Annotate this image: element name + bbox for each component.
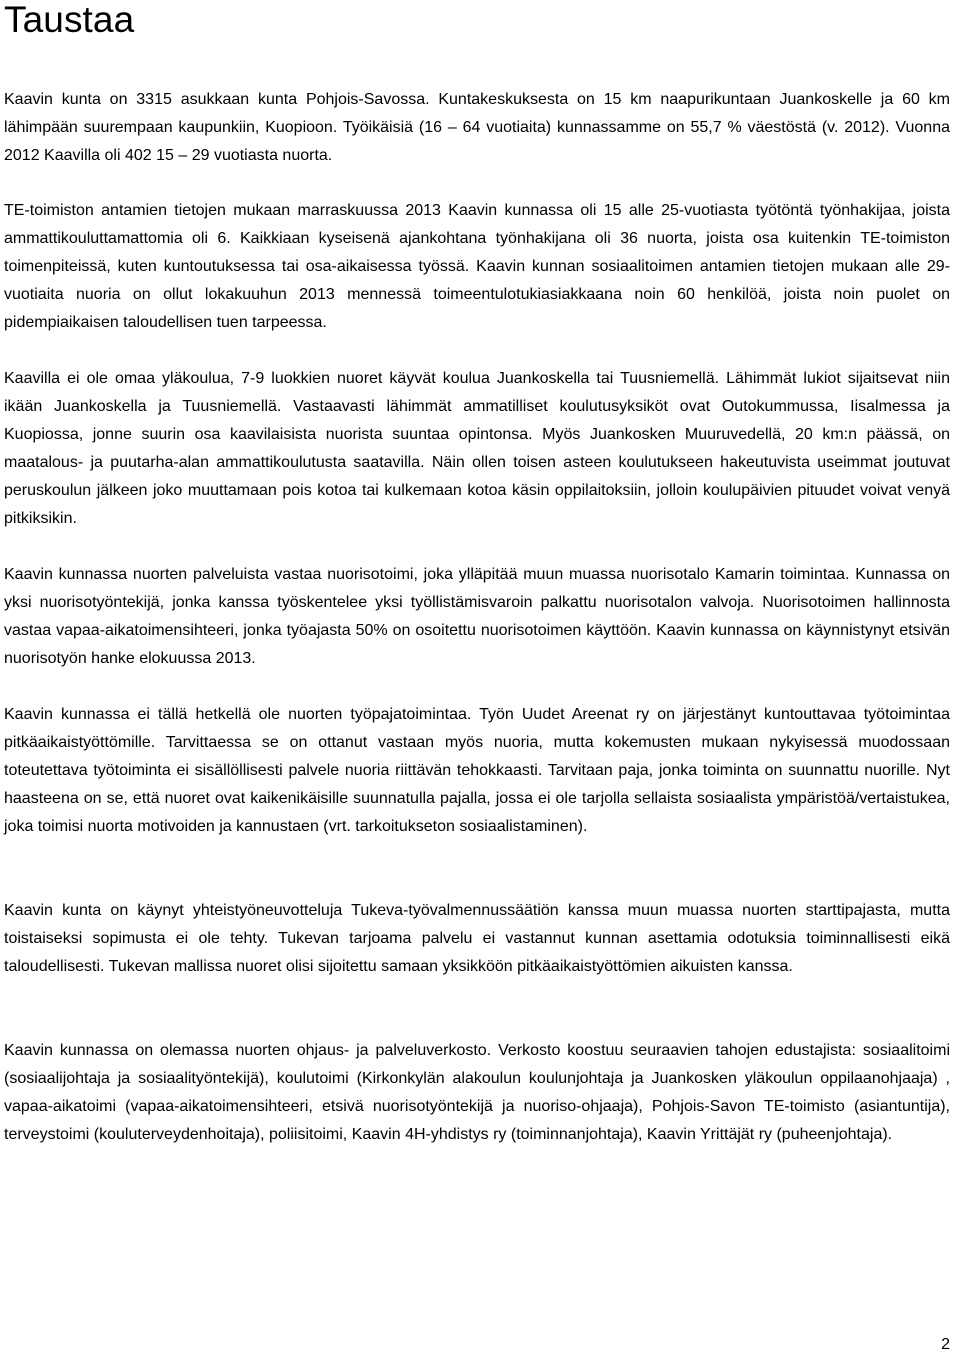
paragraph-tukeva-negotiations: Kaavin kunta on käynyt yhteistyöneuvotteluja Tukeva-työvalmennussäätiön kanssa muun muassa nuorten starttipajasta, mutta toistaiseksi sopimusta ei ole tehty. Tukevan tarjoama palvelu ei vastannut kunnan asettamia odotuksia toiminnallisesti eikä taloudellisesti. Tukevan mallissa nuoret olisi sijoitettu samaan yksikköön pitkäaikaistyöttömien aikuisten kanssa.: [4, 902, 950, 975]
paragraph-unemployment-statistics: TE-toimiston antamien tietojen mukaan marraskuussa 2013 Kaavin kunnassa oli 15 alle 25-vuotiasta työtöntä työnhakijaa, joista ammattikouluttamattomia oli 6. Kaikkiaan kyseisenä ajankohtana työnhakijana oli 36 nuorta, joista osa kuitenkin TE-toimiston toimenpiteissä, kuten kuntoutuksessa tai osa-aikaisessa työssä. Kaavin kunnan sosiaalitoimen antamien tietojen mukaan alle 29-vuotiaita nuoria on ollut lokakuuhun 2013 mennessä toimeentulotukiasiakkaana noin 60 henkilöä, joista noin puolet on pidempiaikaisen taloudellisen tuen tarpeessa.: [4, 202, 950, 331]
paragraph-workshop-activity: Kaavin kunnassa ei tällä hetkellä ole nuorten työpajatoimintaa. Työn Uudet Areenat ry on järjestänyt kuntouttavaa työtoimintaa pitkäaikaistyöttömille. Tarvittaessa se on ottanut vastaan myös nuoria, mutta kokemusten mukaan nykyisessä muodossaan toteutettava työtoiminta ei sisällöllisesti palvele nuoria riittävän tehokkaasti. Tarvitaan paja, jonka toiminta on suunnattu nuorille. Nyt haasteena on se, että nuoret ovat kaikenikäisille suunnatulla pajalla, jossa ei ole tarjolla sellaista sosiaalista ympäristöä/vertaistukea, joka toimisi nuorta motivoiden ja kannustaen (vrt. tarkoitukseton sosiaalistaminen).: [4, 706, 950, 835]
paragraph-municipality-overview: Kaavin kunta on 3315 asukkaan kunta Pohjois-Savossa. Kuntakeskuksesta on 15 km naapurikuntaan Juankoskelle ja 60 km lähimpään suurempaan kaupunkiin, Kuopioon. Työikäisiä (16 – 64 vuotiaita) kunnassamme on 55,7 % väestöstä (v. 2012). Vuonna 2012 Kaavilla oli 402 15 – 29 vuotiasta nuorta.: [4, 91, 950, 164]
page-number: 2: [941, 1336, 950, 1353]
page-title: Taustaa: [4, 0, 135, 40]
paragraph-education: Kaavilla ei ole omaa yläkoulua, 7-9 luokkien nuoret käyvät koulua Juankoskella tai Tuusniemellä. Lähimmät lukiot sijaitsevat niin ikään Juankoskella ja Tuusniemellä. Vastaavasti lähimmät ammatilliset koulutusyksiköt ovat Outokummussa, Iisalmessa ja Kuopiossa, jonne suurin osa kaavilaisista nuorista suuntaa opintonsa. Myös Juankosken Muuruvedellä, 20 km:n päässä, on maatalous- ja puutarha-alan ammattikoulutusta saatavilla. Näin ollen toisen asteen koulutukseen hakeutuvista useimmat joutuvat peruskoulun jälkeen joko muuttamaan pois kotoa tai kulkemaan kotoa käsin oppilaitoksiin, jolloin koulupäivien pituudet voivat venyä pitkiksikin.: [4, 370, 950, 527]
paragraph-youth-services: Kaavin kunnassa nuorten palveluista vastaa nuorisotoimi, joka ylläpitää muun muassa nuorisotalo Kamarin toimintaa. Kunnassa on yksi nuorisotyöntekijä, jonka kanssa työskentelee yksi työllistämisvaroin palkattu nuorisotalon valvoja. Nuorisotoimen hallinnosta vastaa vapaa-aikatoimensihteeri, jonka työajasta 50% on osoitettu nuorisotoimen käyttöön. Kaavin kunnassa on käynnistynyt etsivän nuorisotyön hanke elokuussa 2013.: [4, 566, 950, 667]
paragraph-service-network: Kaavin kunnassa on olemassa nuorten ohjaus- ja palveluverkosto. Verkosto koostuu seuraavien tahojen edustajista: sosiaalitoimi (sosiaalijohtaja ja sosiaalityöntekijä), koulutoimi (Kirkonkylän alakoulun koulunjohtaja ja Juankosken yläkoulun oppilaanohjaaja) , vapaa-aikatoimi (vapaa-aikatoimensihteeri, etsivä nuorisotyöntekijä ja nuoriso-ohjaaja), Pohjois-Savon TE-toimisto (asiantuntija), terveystoimi (kouluterveydenhoitaja), poliisitoimi, Kaavin 4H-yhdistys ry (toiminnanjohtaja), Kaavin Yrittäjät ry (puheenjohtaja).: [4, 1042, 950, 1143]
